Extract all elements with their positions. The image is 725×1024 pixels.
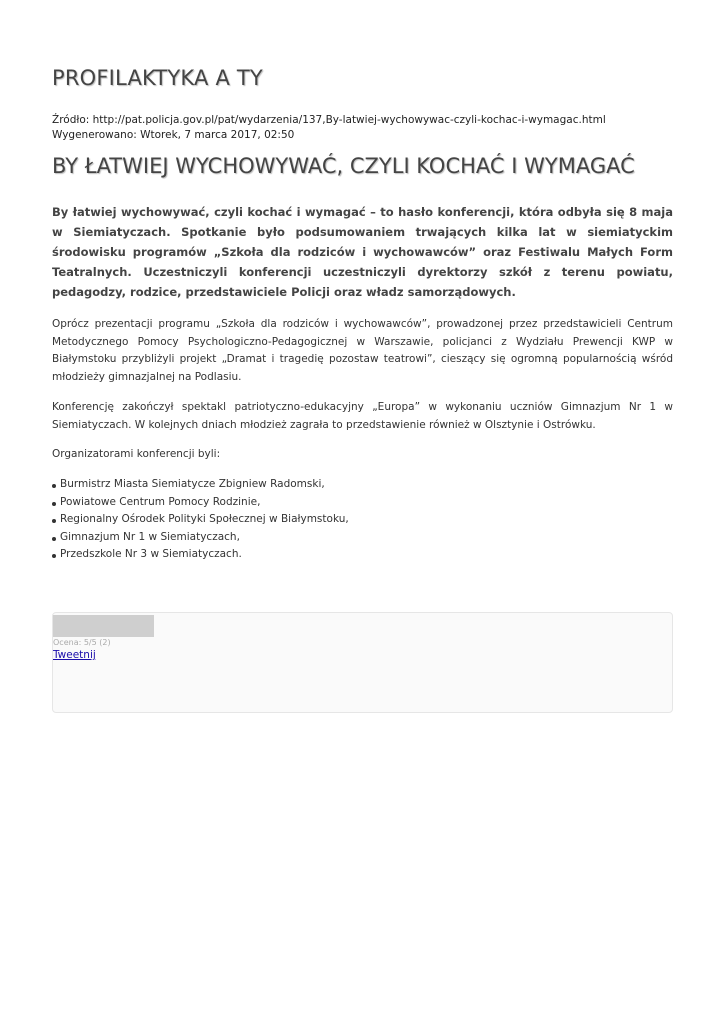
source-line: Źródło: http://pat.policja.gov.pl/pat/wydarzenia/137,By-latwiej-wychowywac-czyli-kochac-i-wymagac.html bbox=[52, 114, 606, 126]
list-item: Przedszkole Nr 3 w Siemiatyczach. bbox=[52, 546, 349, 564]
list-item: Burmistrz Miasta Siemiatycze Zbigniew Radomski, bbox=[52, 476, 349, 494]
article-lead: By łatwiej wychowywać, czyli kochać i wymagać – to hasło konferencji, która odbyła się 8 maja w Siemiatyczach. Spotkanie było podsumowaniem trwających kilka lat w siemiatyckim środowisku programów „Szkoła dla rodziców i wychowawców” oraz Festiwalu Małych Form Teatralnych. Uczestniczyli konferencji uczestniczyli dyrektorzy szkół z terenu powiatu, pedagodzy, rodzice, przedstawiciele Policji oraz władz samorządowych. bbox=[52, 205, 673, 299]
organizers-heading: Organizatorami konferencji byli: bbox=[52, 448, 221, 460]
tweet-link[interactable]: Tweetnij bbox=[53, 649, 96, 661]
list-item: Gimnazjum Nr 1 w Siemiatyczach, bbox=[52, 529, 349, 547]
organizers-list bbox=[52, 476, 349, 564]
article-meta bbox=[52, 113, 606, 143]
rating-label: Ocena: 5/5 (2) bbox=[53, 638, 111, 647]
article-paragraph: Konferencję zakończył spektakl patriotyczno-edukacyjny „Europa” w wykonaniu uczniów Gimnazjum Nr 1 w Siemiatyczach. W kolejnych dniach młodzież zagrała to przedstawienie również w Olsztynie i Ostrówku. bbox=[52, 401, 673, 431]
article-title: BY ŁATWIEJ WYCHOWYWAĆ, CZYLI KOCHAĆ I WYMAGAĆ bbox=[52, 154, 635, 178]
article-paragraph: Oprócz prezentacji programu „Szkoła dla rodziców i wychowawców”, prowadzonej przez przedstawicieli Centrum Metodycznego Pomocy Psychologiczno-Pedagogicznej w Warszawie, policjanci z Wydziału Prewencji KWP w Białymstoku przybliżyli projekt „Dramat i tragedię pozostaw teatrowi”, cieszący się ogromną popularnością wśród młodzieży gimnazjalnej na Podlasiu. bbox=[52, 318, 673, 383]
list-item: Regionalny Ośrodek Polityki Społecznej w Białymstoku, bbox=[52, 511, 349, 529]
generated-line: Wygenerowano: Wtorek, 7 marca 2017, 02:50 bbox=[52, 129, 295, 141]
list-item: Powiatowe Centrum Pomocy Rodzinie, bbox=[52, 494, 349, 512]
rating-stars-widget[interactable] bbox=[53, 615, 154, 637]
site-title: PROFILAKTYKA A TY bbox=[52, 66, 263, 90]
rating-share-box bbox=[52, 612, 673, 713]
